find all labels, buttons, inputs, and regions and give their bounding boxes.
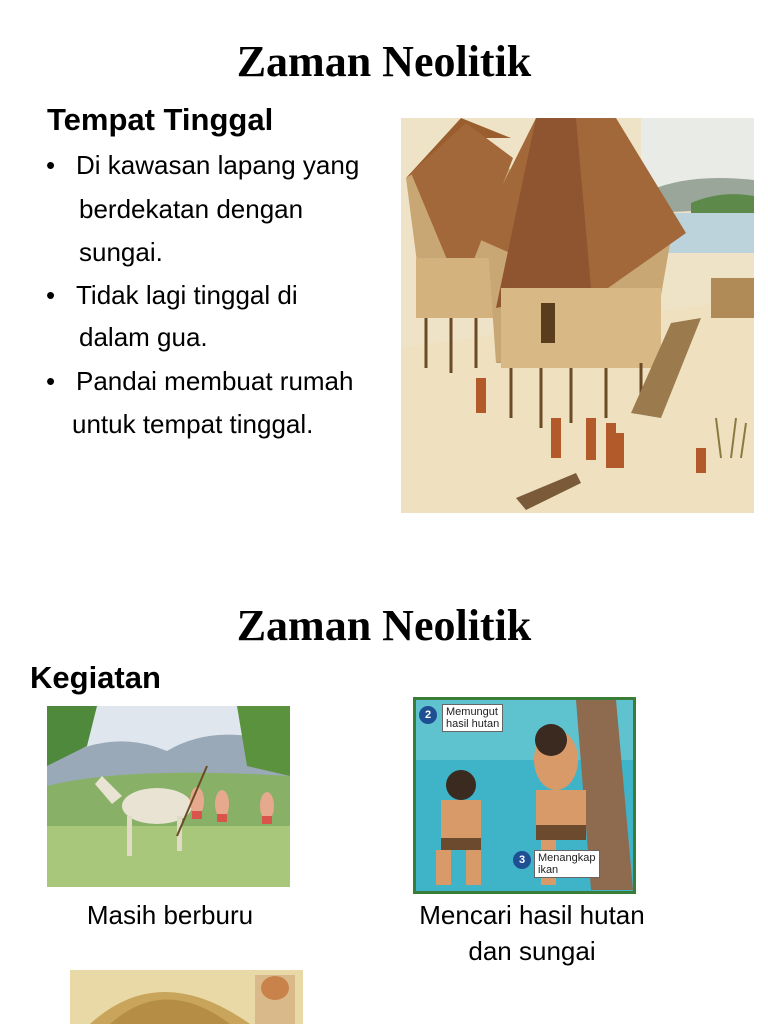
label-menangkap-ikan xyxy=(534,850,600,878)
step-number-badge: 2 xyxy=(419,706,437,724)
label-line: Menangkap xyxy=(538,852,596,864)
caption-line: Mencari hasil hutan xyxy=(419,900,645,930)
gathering-fishing-illustration xyxy=(413,697,636,894)
bullet-text-line: Di kawasan lapang yang xyxy=(76,150,360,180)
stilt-houses-illustration xyxy=(401,118,754,513)
label-memungut-hasil-hutan xyxy=(442,704,503,732)
bullet-marker: • xyxy=(46,366,56,396)
hunting-illustration xyxy=(47,706,290,887)
caption-masih-berburu: Masih berburu xyxy=(86,900,254,930)
step-number-badge: 3 xyxy=(513,851,531,869)
bullet-text-line: Pandai membuat rumah xyxy=(76,366,354,396)
section-heading-kegiatan: Kegiatan xyxy=(30,660,161,695)
caption-line: dan sungai xyxy=(468,936,596,966)
slide-title-1: Zaman Neolitik xyxy=(236,37,532,86)
label-line: Memungut xyxy=(446,706,498,718)
bullet-text-line: untuk tempat tinggal. xyxy=(72,409,314,439)
bullet-marker: • xyxy=(46,280,56,310)
hut-illustration xyxy=(70,970,303,1024)
label-line: hasil hutan xyxy=(446,718,500,730)
section-heading-tempat-tinggal: Tempat Tinggal xyxy=(47,102,274,137)
label-line: ikan xyxy=(538,864,559,876)
slide-title-2: Zaman Neolitik xyxy=(236,601,532,650)
bullet-text-line: Tidak lagi tinggal di xyxy=(76,280,298,310)
bullet-marker: • xyxy=(46,150,56,180)
bullet-text-line: berdekatan dengan xyxy=(79,194,304,224)
bullet-text-line: sungai. xyxy=(79,237,163,267)
caption-mencari-hasil xyxy=(392,897,672,969)
bullet-text-line: dalam gua. xyxy=(79,322,208,352)
